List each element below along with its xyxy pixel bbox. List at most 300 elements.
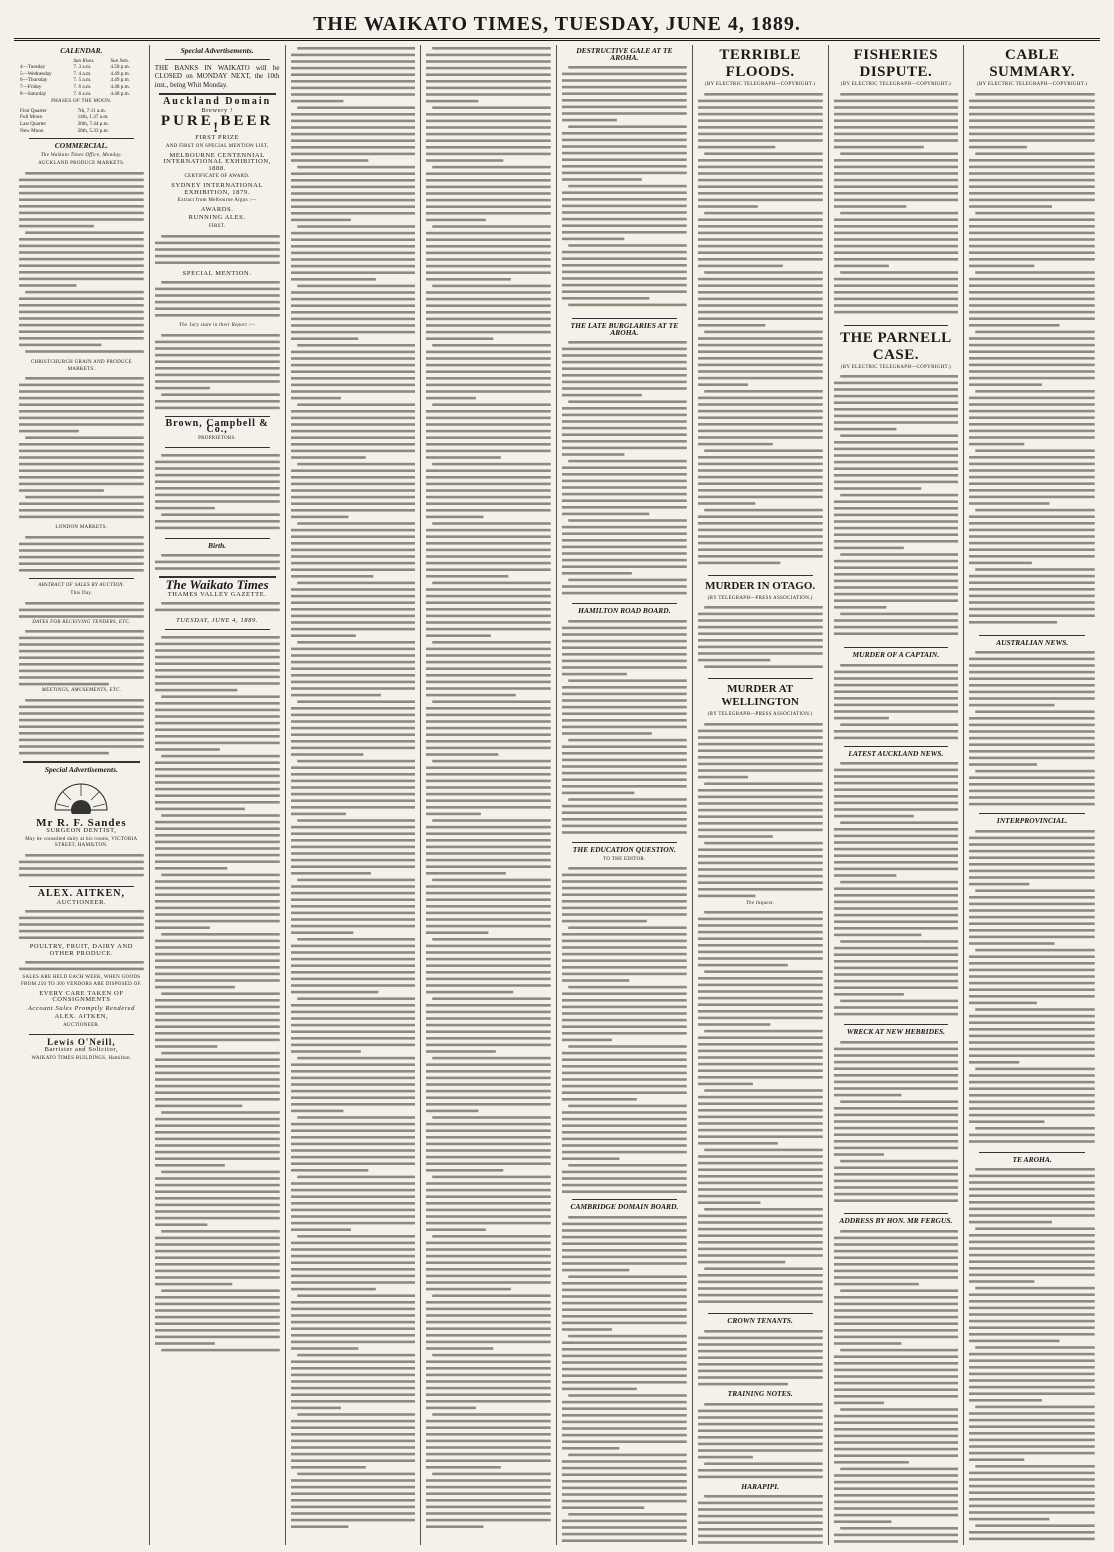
text-line: [969, 1518, 1049, 1521]
auckland-news-text: [834, 760, 959, 1020]
wellington-text: [698, 721, 823, 901]
text-line: [698, 515, 823, 518]
text-lines: [19, 375, 144, 525]
text-line: [562, 785, 687, 788]
text-line: [976, 1008, 1095, 1011]
text-line: [969, 863, 1095, 866]
text-line: [426, 1275, 551, 1278]
text-line: [426, 496, 551, 499]
text-line: [155, 880, 280, 883]
text-line: [155, 1098, 280, 1101]
text-line: [840, 881, 959, 884]
text-line: [834, 684, 959, 687]
masthead: THE WAIKATO TIMES, TUESDAY, JUNE 4, 1889.: [313, 13, 801, 35]
text-line: [562, 172, 687, 175]
text-line: [291, 1162, 416, 1165]
text-line: [291, 1037, 416, 1040]
text-line: [562, 231, 687, 234]
text-line: [155, 940, 280, 943]
text-line: [426, 1347, 493, 1350]
text-line: [840, 1230, 959, 1233]
text-line: [834, 802, 959, 805]
text-line: [969, 535, 1095, 538]
text-line: [698, 304, 823, 307]
text-line: [834, 454, 959, 457]
sales-every: SALES ARE HELD EACH WEEK, WHEN GOODS FROM 250 TO 300 VENDORS ARE DISPOSED OF.: [20, 975, 142, 987]
text-line: [834, 415, 959, 418]
news-paragraphs: [426, 45, 551, 1535]
text-line: [834, 1335, 959, 1338]
calendar-cell: 7. 4 a.m.: [73, 70, 92, 77]
text-line: [291, 1189, 416, 1192]
calendar-row: [19, 77, 144, 84]
text-line: [969, 1512, 1095, 1515]
text-line: [834, 1381, 959, 1384]
text-line: [834, 244, 959, 247]
text-line: [291, 80, 416, 83]
text-line: [969, 1248, 1095, 1251]
text-line: [969, 1531, 1095, 1534]
text-line: [426, 1512, 551, 1515]
text-line: [834, 795, 959, 798]
text-line: [969, 357, 1095, 360]
text-line: [568, 1513, 687, 1516]
text-line: [426, 786, 551, 789]
text-line: [19, 337, 144, 340]
text-line: [426, 199, 551, 202]
certificate-line: CERTIFICATE OF AWARD.: [184, 174, 250, 180]
text-line: [834, 633, 959, 636]
text-line: [19, 469, 144, 472]
text-line: [19, 238, 144, 241]
text-line: [969, 343, 1095, 346]
text-line: [297, 1235, 416, 1238]
text-line: [969, 724, 1095, 727]
text-line: [969, 1307, 1095, 1310]
text-line: [562, 374, 687, 377]
text-line: [562, 979, 629, 982]
calendar-cell: 4.50 p.m.: [110, 64, 130, 71]
moon-row: [19, 121, 144, 128]
text-line: [562, 874, 687, 877]
text-line: [426, 1149, 551, 1152]
text-line: [155, 1157, 280, 1160]
text-line: [562, 1348, 687, 1351]
text-line: [426, 1202, 551, 1205]
text-line: [562, 1222, 687, 1225]
text-line: [291, 1380, 416, 1383]
text-line: [291, 1433, 416, 1436]
text-line: [291, 238, 416, 241]
moon-cell: Last Quarter: [20, 120, 47, 127]
text-line: [568, 1105, 687, 1108]
text-line: [562, 1269, 629, 1272]
moon-cell: Full Moon: [20, 114, 43, 121]
text-line: [25, 231, 144, 234]
text-line: [291, 496, 416, 499]
text-line: [426, 1083, 551, 1086]
text-line: [562, 152, 687, 155]
text-line: [969, 304, 1095, 307]
text-line: [834, 1309, 959, 1312]
text-line: [562, 1500, 687, 1503]
banks-notice: THE BANKS IN WAIKATO will be CLOSED on MONDAY NEXT, the 10th inst., being Whit Monday.: [154, 63, 280, 89]
text-line: [155, 953, 280, 956]
text-line: [840, 1000, 959, 1003]
text-line: [834, 573, 959, 576]
text-line: [426, 832, 551, 835]
text-line: [19, 739, 144, 742]
text-line: [969, 601, 1095, 604]
text-line: [155, 1309, 280, 1312]
text-line: [562, 86, 687, 89]
text-line: [562, 653, 687, 656]
text-lines: [19, 697, 144, 757]
pure-beer: PURE BEER !: [160, 113, 274, 136]
text-line: [161, 235, 280, 238]
text-line: [969, 1041, 1095, 1044]
text-line: [562, 1473, 687, 1476]
text-line: [432, 344, 551, 347]
text-line: [19, 476, 144, 479]
text-line: [291, 740, 416, 743]
text-line: [291, 859, 416, 862]
text-line: [19, 344, 101, 347]
text-line: [426, 971, 551, 974]
gale-text: [562, 64, 687, 314]
text-line: [698, 1337, 823, 1340]
london-text: [19, 534, 144, 574]
text-line: [969, 1426, 1095, 1429]
text-line: [698, 1109, 823, 1112]
text-line: [155, 979, 280, 982]
text-line: [976, 390, 1095, 393]
text-line: [698, 277, 823, 280]
text-line: [291, 509, 416, 512]
text-line: [704, 93, 823, 96]
text-line: [834, 514, 959, 517]
text-line: [19, 456, 144, 459]
extract-line: Extract from Melbourne Argus :—: [177, 198, 257, 204]
text-line: [291, 258, 416, 261]
text-line: [969, 581, 1095, 584]
text-line: [698, 652, 823, 655]
text-line: [291, 1143, 416, 1146]
text-line: [969, 783, 1095, 786]
calendar-cell: 4—Tuesday: [20, 64, 46, 71]
text-line: [155, 834, 280, 837]
meetings-title: MEETINGS, AMUSEMENTS, ETC.: [41, 688, 122, 694]
text-line: [291, 681, 416, 684]
text-line: [291, 720, 416, 723]
text-line: [155, 1105, 242, 1108]
text-line: [698, 462, 823, 465]
text-line: [291, 905, 416, 908]
calendar-table: [19, 58, 144, 98]
text-line: [155, 380, 280, 383]
text-line: [969, 192, 1095, 195]
text-line: [568, 341, 687, 344]
text-line: [562, 627, 687, 630]
text-line: [562, 225, 687, 228]
awards-line: AWARDS.: [200, 205, 234, 213]
text-line: [291, 634, 356, 637]
text-line: [568, 798, 687, 801]
text-line: [155, 656, 280, 659]
text-line: [426, 885, 551, 888]
text-line: [19, 650, 144, 653]
text-line: [834, 619, 959, 622]
text-line: [155, 1072, 280, 1075]
text-line: [426, 1486, 551, 1489]
text-line: [291, 885, 416, 888]
text-line: [426, 1341, 551, 1344]
fergus-text: [834, 1228, 959, 1545]
text-line: [698, 502, 755, 505]
text-line: [834, 1500, 959, 1503]
text-line: [562, 1242, 687, 1245]
text-line: [291, 476, 416, 479]
text-line: [426, 925, 551, 928]
text-line: [155, 867, 227, 870]
text-line: [426, 1215, 551, 1218]
text-line: [155, 1138, 280, 1141]
text-line: [562, 811, 687, 814]
text-line: [426, 839, 551, 842]
text-line: [969, 112, 1095, 115]
text-line: [698, 522, 823, 525]
text-line: [19, 278, 144, 281]
text-line: [834, 297, 959, 300]
text-line: [19, 917, 144, 920]
text-line: [698, 997, 823, 1000]
text-line: [426, 912, 551, 915]
text-line: [698, 646, 823, 649]
moon-row: [19, 114, 144, 121]
text-line: [834, 828, 959, 831]
text-line: [834, 908, 959, 911]
text-line: [426, 1499, 551, 1502]
text-line: [969, 955, 1095, 958]
text-line: [291, 1327, 416, 1330]
text-line: [562, 1493, 687, 1496]
floods-title: TERRIBLE FLOODS.: [719, 47, 801, 80]
text-line: [25, 496, 144, 499]
text-line: [969, 502, 1049, 505]
text-line: [155, 801, 280, 804]
text-line: [969, 198, 1095, 201]
text-line: [834, 1342, 901, 1345]
text-line: [698, 1123, 823, 1126]
sales-sub: This Day.: [70, 591, 93, 597]
text-line: [969, 350, 1095, 353]
text-line: [291, 687, 416, 690]
text-line: [562, 258, 687, 261]
text-line: [291, 621, 416, 624]
text-line: [698, 244, 823, 247]
text-line: [834, 815, 914, 818]
text-line: [426, 674, 551, 677]
melbourne-line: MELBOURNE CENTENNIAL INTERNATIONAL EXHIBITION, 1888.: [163, 151, 271, 172]
text-line: [426, 1228, 486, 1231]
text-line: [155, 1263, 280, 1266]
inquest-text: [698, 909, 823, 1309]
text-line: [291, 337, 358, 340]
text-line: [562, 572, 632, 575]
award-text: [155, 233, 280, 269]
text-line: [426, 1334, 551, 1337]
calendar-header-row: [19, 58, 144, 65]
text-line: [291, 1123, 416, 1126]
text-line: [291, 139, 416, 142]
text-line: [834, 231, 959, 234]
text-line: [698, 1343, 823, 1346]
text-line: [291, 423, 416, 426]
text-line: [969, 244, 1095, 247]
text-line: [562, 407, 687, 410]
text-line: [562, 1052, 687, 1055]
text-line: [291, 245, 416, 248]
text-line: [432, 641, 551, 644]
text-line: [698, 370, 823, 373]
text-line: [291, 1215, 416, 1218]
text-line: [834, 1061, 959, 1064]
text-line: [426, 179, 551, 182]
text-line: [562, 1282, 687, 1285]
text-line: [291, 1248, 416, 1251]
text-line: [834, 1375, 959, 1378]
text-line: [568, 126, 687, 129]
text-line: [426, 100, 478, 103]
meetings-text: [19, 697, 144, 757]
text-line: [969, 614, 1095, 617]
text-line: [155, 301, 280, 304]
text-line: [562, 1098, 637, 1101]
text-line: [704, 1462, 823, 1465]
text-line: [698, 1057, 823, 1060]
text-line: [969, 843, 1095, 846]
text-line: [155, 261, 280, 264]
text-line: [698, 1010, 823, 1013]
text-line: [426, 978, 551, 981]
australian-text: [969, 649, 1095, 809]
running-ales: RUNNING ALES.: [188, 214, 246, 222]
fergus-title: ADDRESS BY HON. MR FERGUS.: [839, 1215, 953, 1225]
text-line: [834, 1180, 959, 1183]
text-line: [834, 402, 959, 405]
text-line: [834, 993, 904, 996]
text-line: [155, 354, 280, 357]
text-line: [426, 661, 551, 664]
text-line: [426, 423, 551, 426]
text-line: [291, 483, 416, 486]
text-line: [291, 1129, 416, 1132]
text-line: [969, 482, 1095, 485]
text-line: [155, 715, 280, 718]
text-line: [155, 821, 280, 824]
text-line: [291, 1011, 416, 1014]
text-line: [426, 1367, 551, 1370]
text-line: [969, 929, 1095, 932]
text-line: [432, 47, 551, 50]
text-line: [432, 1057, 551, 1060]
text-line: [834, 1315, 959, 1318]
text-line: [155, 520, 280, 523]
text-line: [562, 454, 624, 457]
text-line: [840, 1041, 959, 1044]
text-line: [562, 1191, 687, 1194]
text-line: [834, 1388, 959, 1391]
text-line: [562, 487, 687, 490]
text-line: [562, 1295, 687, 1298]
text-line: [291, 674, 416, 677]
text-line: [969, 1446, 1095, 1449]
text-line: [19, 264, 144, 267]
cable-sub: (BY ELECTRIC TELEGRAPH—COPYRIGHT.): [977, 82, 1088, 87]
text-line: [291, 1446, 416, 1449]
text-line: [291, 799, 416, 802]
text-line: [25, 172, 144, 175]
text-line: [291, 1426, 416, 1429]
brewery-line: Brewery !: [201, 106, 233, 114]
crown-text: [698, 1328, 823, 1388]
text-line: [698, 291, 823, 294]
text-line: [834, 690, 959, 693]
text-line: [834, 1193, 959, 1196]
text-line: [562, 1420, 687, 1423]
text-line: [562, 264, 687, 267]
text-line: [969, 883, 1029, 886]
text-line: [562, 1308, 687, 1311]
text-line: [426, 298, 551, 301]
text-line: [698, 1261, 785, 1264]
text-line: [291, 1090, 416, 1093]
text-line: [161, 992, 280, 995]
text-line: [155, 480, 280, 483]
text-line: [426, 984, 551, 987]
text-line: [155, 1184, 280, 1187]
text-line: [426, 324, 551, 327]
text-line: [155, 1296, 280, 1299]
text-line: [969, 159, 1095, 162]
text-line: [969, 1048, 1095, 1051]
text-line: [969, 790, 1095, 793]
text-line: [834, 1276, 959, 1279]
text-line: [834, 421, 959, 424]
text-line: [161, 636, 280, 639]
text-line: [155, 1256, 280, 1259]
text-line: [698, 875, 823, 878]
text-line: [969, 396, 1095, 399]
text-line: [969, 975, 1095, 978]
text-line: [155, 841, 280, 844]
text-line: [562, 1427, 687, 1430]
text-line: [562, 805, 687, 808]
text-line: [969, 258, 1095, 261]
text-line: [291, 951, 416, 954]
harapipi-text: [698, 1493, 823, 1545]
text-line: [291, 1004, 416, 1007]
text-line: [291, 469, 416, 472]
text-line: [426, 1110, 478, 1113]
text-line: [426, 720, 551, 723]
text-line: [155, 340, 280, 343]
text-line: [969, 697, 1095, 700]
text-lines: [19, 170, 144, 360]
text-line: [834, 251, 959, 254]
text-line: [562, 640, 687, 643]
text-line: [969, 1100, 1095, 1103]
